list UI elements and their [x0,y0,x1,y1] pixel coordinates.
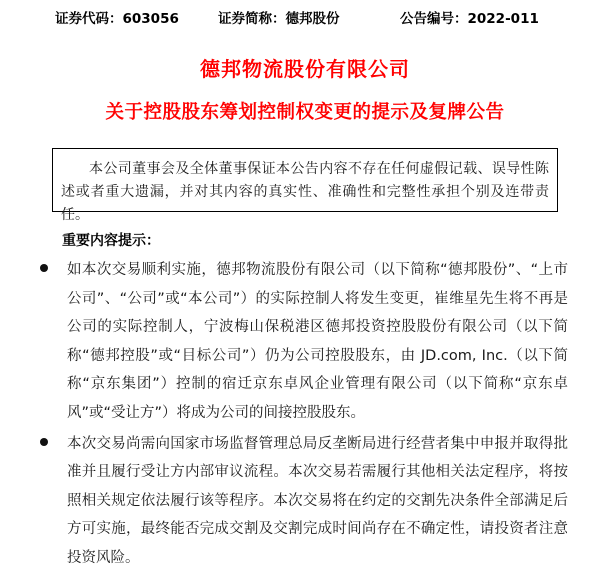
security-abbreviation-label: 证券简称： [218,11,286,27]
announcement-subject-title: 关于控股股东筹划控制权变更的提示及复牌公告 [105,102,505,123]
important-notice-list [0,256,610,575]
important-notice-heading: 重要内容提示： [62,233,160,249]
security-code-value: 603056 [122,11,179,27]
security-abbreviation-value: 德邦股份 [285,11,340,27]
list-item [0,256,610,428]
announcement-number-field [400,8,539,30]
announcement-number-label: 公告编号： [400,11,468,27]
company-name-title: 德邦物流股份有限公司 [200,57,410,81]
document-header [0,8,610,30]
disclaimer-text: 本公司董事会及全体董事保证本公告内容不存在任何虚假记载、误导性陈述或者重大遗漏，并对其内容的真实性、准确性和完整性承担个别及连带责任。 [61,161,549,223]
security-code-label: 证券代码： [55,11,123,27]
disclaimer-box [52,148,558,223]
announcement-number-value: 2022-011 [467,11,539,27]
list-item-text: 如本次交易顺利实施，德邦物流股份有限公司（以下简称“德邦股份”、“上市公司”、“公司”或“本公司”）的实际控制人将发生变更，崔维星先生将不再是公司的实际控制人，宁波梅山保税港区德邦投资控股股份有限公司（以下简称“德邦控股”或“目标公司”）仍为公司控股股东，由 JD.com, Inc.（以下简称“京东集团”）控制的宿迁京东卓风企业管理有限公司（以下简称“京东卓风”或“受让方”）将成为公司的间接控股股东。 [67,262,568,421]
list-item [0,430,610,573]
bullet-dot-icon [40,264,48,272]
security-abbreviation-field [218,8,340,30]
bullet-dot-icon [40,438,48,446]
security-code-field [55,8,179,30]
list-item-text: 本次交易尚需向国家市场监督管理总局反垄断局进行经营者集中申报并取得批准并且履行受让方内部审议流程。本次交易若需履行其他相关法定程序，将按照相关规定依法履行该等程序。本次交易将在约定的交割先决条件全部满足后方可实施，最终能否完成交割及交割完成时间尚存在不确定性，请投资者注意投资风险。 [67,435,568,566]
